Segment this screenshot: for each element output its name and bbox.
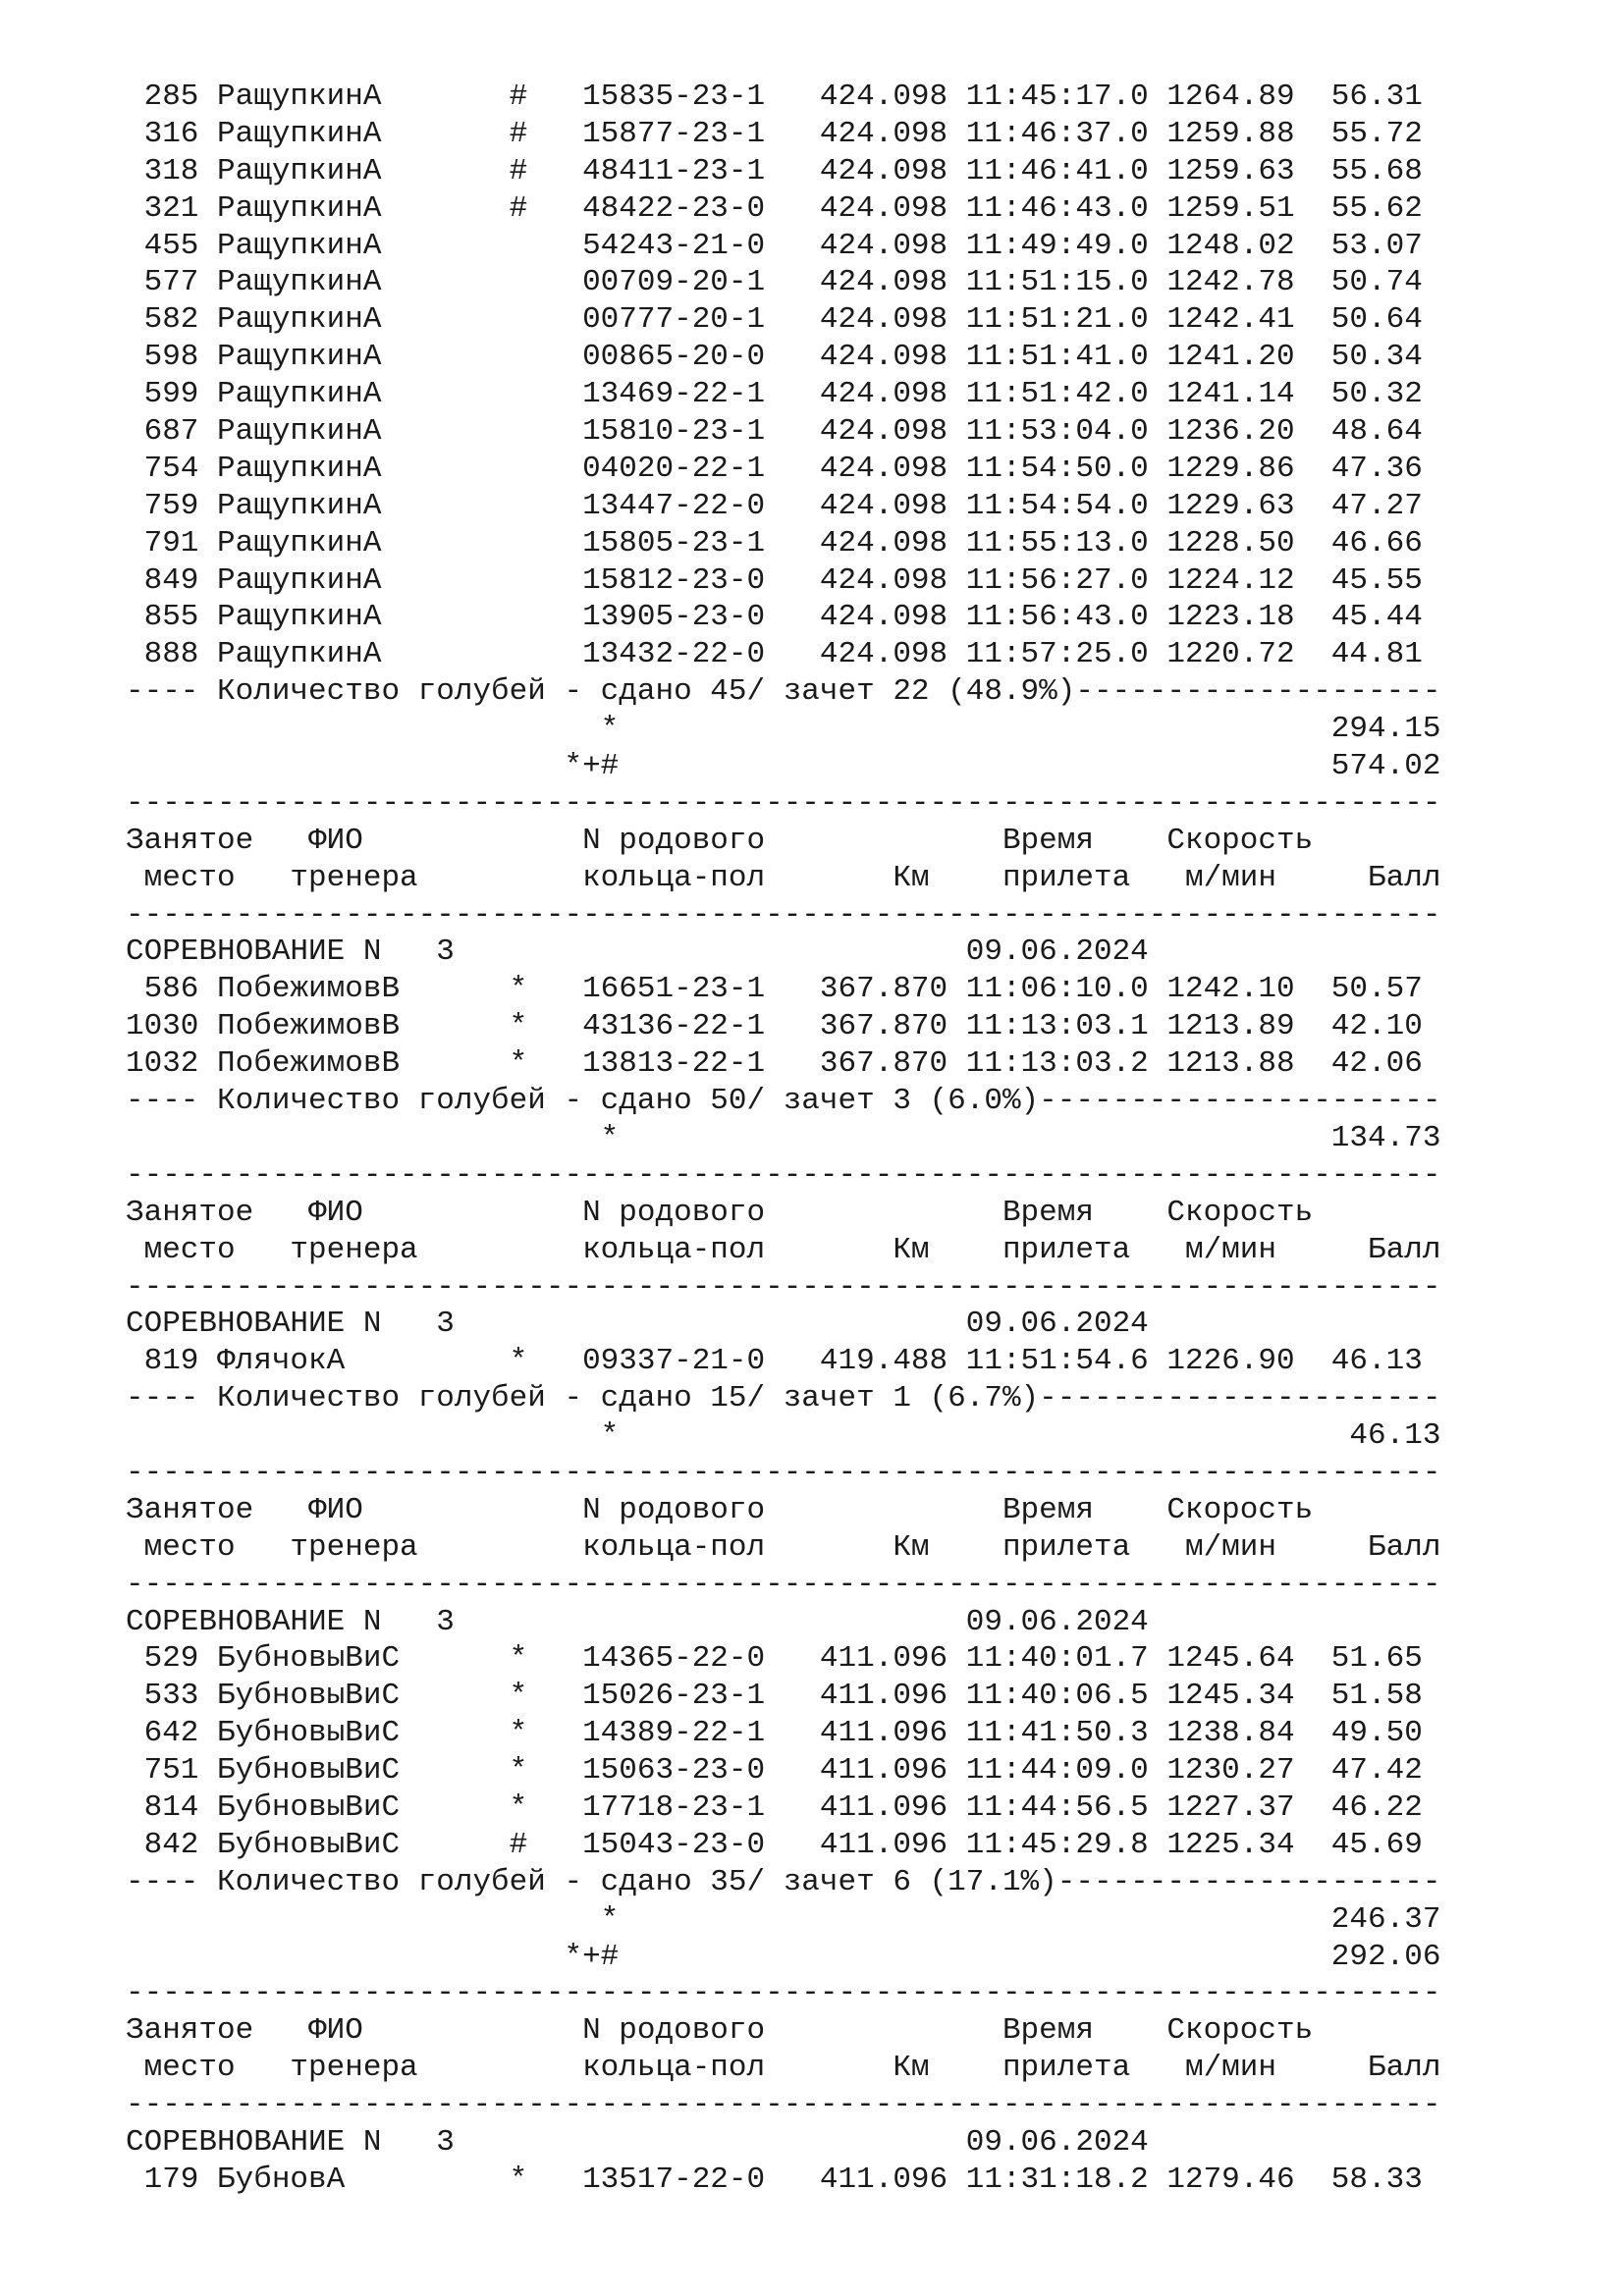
result-row: 819 ФлячокА * 09337-21-0 419.488 11:51:54.6 1226.90 46.13	[126, 1344, 1423, 1379]
divider-line: ------------------------------------------------------------------------	[126, 1455, 1441, 1490]
result-row: 888 РащупкинА 13432-22-0 424.098 11:57:25.0 1220.72 44.81	[126, 637, 1423, 672]
result-row: 179 БубновА * 13517-22-0 411.096 11:31:18.2 1279.46 58.33	[126, 2162, 1423, 2197]
total-line: * 246.37	[126, 1901, 1441, 1937]
total-line: * 134.73	[126, 1120, 1441, 1155]
result-row: 321 РащупкинА # 48422-23-0 424.098 11:46:43.0 1259.51 55.62	[126, 190, 1423, 226]
result-row: 586 ПобежимовВ * 16651-23-1 367.870 11:06:10.0 1242.10 50.57	[126, 972, 1423, 1007]
column-header-line: Занятое ФИО N родового Время Скорость	[126, 1195, 1314, 1230]
divider-line: ------------------------------------------------------------------------	[126, 785, 1441, 821]
competition-line: СОРЕВНОВАНИЕ N 3 09.06.2024	[126, 1307, 1149, 1342]
column-header-line: место тренера кольца-пол Км прилета м/мин Балл	[126, 1232, 1441, 1267]
result-row: 455 РащупкинА 54243-21-0 424.098 11:49:49.0 1248.02 53.07	[126, 228, 1423, 263]
divider-line: ------------------------------------------------------------------------	[126, 1269, 1441, 1305]
result-row: 759 РащупкинА 13447-22-0 424.098 11:54:54.0 1229.63 47.27	[126, 488, 1423, 523]
result-row: 533 БубновыВиС * 15026-23-1 411.096 11:40:06.5 1245.34 51.58	[126, 1679, 1423, 1714]
total-line: * 294.15	[126, 712, 1441, 747]
result-row: 285 РащупкинА # 15835-23-1 424.098 11:45:17.0 1264.89 56.31	[126, 80, 1423, 114]
summary-line: ---- Количество голубей - сдано 50/ зачет 3 (6.0%)----------------------	[126, 1084, 1441, 1119]
summary-line: ---- Количество голубей - сдано 45/ зачет 22 (48.9%)--------------------	[126, 674, 1441, 710]
summary-line: ---- Количество голубей - сдано 35/ зачет 6 (17.1%)---------------------	[126, 1864, 1441, 1899]
result-row: 318 РащупкинА # 48411-23-1 424.098 11:46:41.0 1259.63 55.68	[126, 153, 1423, 188]
result-row: 577 РащупкинА 00709-20-1 424.098 11:51:15.0 1242.78 50.74	[126, 265, 1423, 300]
column-header-line: место тренера кольца-пол Км прилета м/мин Балл	[126, 2051, 1441, 2086]
result-row: 316 РащупкинА # 15877-23-1 424.098 11:46:37.0 1259.88 55.72	[126, 116, 1423, 151]
result-row: 855 РащупкинА 13905-23-0 424.098 11:56:43.0 1223.18 45.44	[126, 600, 1423, 635]
result-row: 814 БубновыВиС * 17718-23-1 411.096 11:44:56.5 1227.37 46.22	[126, 1789, 1423, 1825]
result-row: 751 БубновыВиС * 15063-23-0 411.096 11:44:09.0 1230.27 47.42	[126, 1753, 1423, 1789]
total-line: * 46.13	[126, 1418, 1441, 1454]
divider-line: ------------------------------------------------------------------------	[126, 1976, 1441, 2011]
result-row: 529 БубновыВиС * 14365-22-0 411.096 11:40:01.7 1245.64 51.65	[126, 1641, 1423, 1677]
column-header-line: Занятое ФИО N родового Время Скорость	[126, 823, 1314, 858]
competition-line: СОРЕВНОВАНИЕ N 3 09.06.2024	[126, 934, 1149, 970]
column-header-line: место тренера кольца-пол Км прилета м/мин Балл	[126, 860, 1441, 895]
result-row: 791 РащупкинА 15805-23-1 424.098 11:55:13.0 1228.50 46.66	[126, 525, 1423, 561]
result-row: 1032 ПобежимовВ * 13813-22-1 367.870 11:13:03.2 1213.88 42.06	[126, 1046, 1423, 1082]
column-header-line: Занятое ФИО N родового Время Скорость	[126, 1492, 1314, 1527]
results-report	[126, 79, 1440, 2199]
divider-line: ------------------------------------------------------------------------	[126, 1157, 1441, 1193]
divider-line: ------------------------------------------------------------------------	[126, 2088, 1441, 2123]
divider-line: ------------------------------------------------------------------------	[126, 1567, 1441, 1602]
total-line: *+# 574.02	[126, 749, 1441, 784]
result-row: 582 РащупкинА 00777-20-1 424.098 11:51:21.0 1242.41 50.64	[126, 302, 1423, 338]
result-row: 754 РащупкинА 04020-22-1 424.098 11:54:50.0 1229.86 47.36	[126, 451, 1423, 486]
result-row: 842 БубновыВиС # 15043-23-0 411.096 11:45:29.8 1225.34 45.69	[126, 1827, 1423, 1862]
column-header-line: место тренера кольца-пол Км прилета м/мин Балл	[126, 1529, 1441, 1565]
competition-line: СОРЕВНОВАНИЕ N 3 09.06.2024	[126, 2124, 1149, 2160]
summary-line: ---- Количество голубей - сдано 15/ зачет 1 (6.7%)----------------------	[126, 1381, 1441, 1416]
result-row: 598 РащупкинА 00865-20-0 424.098 11:51:41.0 1241.20 50.34	[126, 340, 1423, 375]
result-row: 599 РащупкинА 13469-22-1 424.098 11:51:42.0 1241.14 50.32	[126, 377, 1423, 412]
competition-line: СОРЕВНОВАНИЕ N 3 09.06.2024	[126, 1604, 1149, 1639]
column-header-line: Занятое ФИО N родового Время Скорость	[126, 2013, 1314, 2049]
result-row: 1030 ПобежимовВ * 43136-22-1 367.870 11:13:03.1 1213.89 42.10	[126, 1009, 1423, 1044]
divider-line: ------------------------------------------------------------------------	[126, 897, 1441, 933]
result-row: 849 РащупкинА 15812-23-0 424.098 11:56:27.0 1224.12 45.55	[126, 562, 1423, 598]
total-line: *+# 292.06	[126, 1939, 1441, 1974]
result-row: 642 БубновыВиС * 14389-22-1 411.096 11:41:50.3 1238.84 49.50	[126, 1716, 1423, 1751]
result-row: 687 РащупкинА 15810-23-1 424.098 11:53:04.0 1236.20 48.64	[126, 414, 1423, 450]
